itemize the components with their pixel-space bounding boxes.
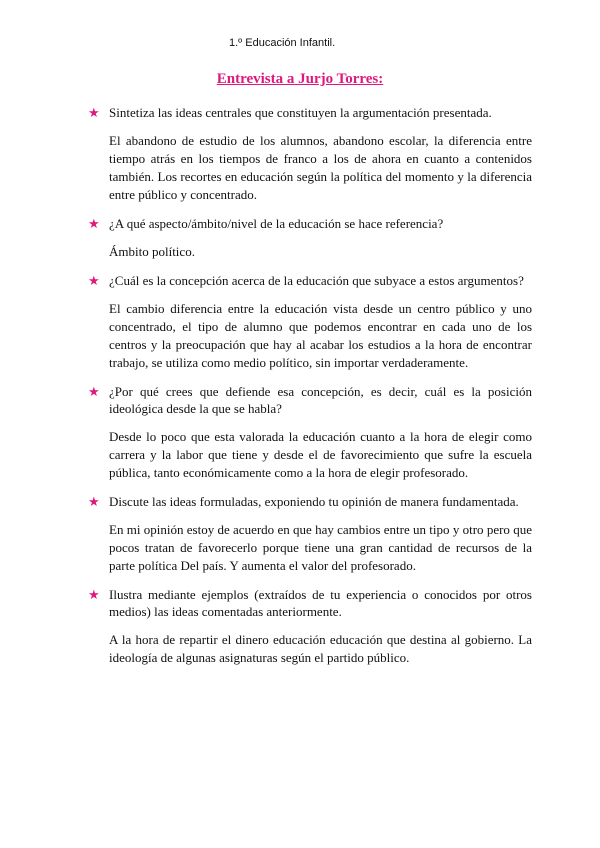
qa-item-5 — [88, 493, 532, 575]
star-icon: ★ — [88, 384, 100, 399]
content — [88, 104, 532, 678]
qa-item-6 — [88, 586, 532, 667]
question — [88, 104, 532, 121]
question — [88, 383, 532, 417]
star-icon: ★ — [88, 216, 100, 231]
question-text: Ilustra mediante ejemplos (extraídos de tu experiencia o conocidos por otros medios) las ideas comentadas anteriormente. — [109, 587, 532, 619]
star-icon: ★ — [88, 587, 100, 602]
question-text: Sintetiza las ideas centrales que constituyen la argumentación presentada. — [109, 105, 492, 120]
answer: El cambio diferencia entre la educación vista desde un centro público y uno concentrado, el tipo de alumno que podemos encontrar en cada uno de los centros y la preocupación que hay al acabar los estudios a la hora de encontrar trabajo, se utiliza como medio político, sin importar verdaderamente. — [109, 301, 532, 370]
star-icon: ★ — [88, 494, 100, 509]
question — [88, 215, 532, 232]
star-icon: ★ — [88, 273, 100, 288]
star-icon: ★ — [88, 105, 100, 120]
page-header: 1.º Educación Infantil. — [229, 37, 336, 49]
qa-item-2 — [88, 215, 532, 261]
answer: El abandono de estudio de los alumnos, abandono escolar, la diferencia entre tiempo atrás en los tiempos de franco a los de ahora en cuanto a contenidos también. Los recortes en educación según la política del momento y la diferencia entre público y concentrado. — [109, 133, 532, 202]
question-text: ¿Por qué crees que defiende esa concepción, es decir, cuál es la posición ideológica desde la que se habla? — [109, 384, 532, 416]
qa-item-4 — [88, 383, 532, 482]
answer: Desde lo poco que esta valorada la educación cuanto a la hora de elegir como carrera y la labor que tiene y desde el de favorecimiento que sufre la escuela pública, tanto económicamente como a la hora de elegir profesorado. — [109, 429, 532, 480]
question-text: ¿Cuál es la concepción acerca de la educación que subyace a estos argumentos? — [109, 273, 524, 288]
qa-item-3 — [88, 272, 532, 372]
question — [88, 493, 532, 510]
answer: A la hora de repartir el dinero educación educación que destina al gobierno. La ideología de algunas asignaturas según el partido público. — [109, 632, 532, 665]
question — [88, 272, 532, 289]
answer: Ámbito político. — [109, 244, 195, 259]
qa-item-1 — [88, 104, 532, 204]
question — [88, 586, 532, 620]
question-text: ¿A qué aspecto/ámbito/nivel de la educación se hace referencia? — [109, 216, 444, 231]
question-text: Discute las ideas formuladas, exponiendo tu opinión de manera fundamentada. — [109, 494, 519, 509]
answer: En mi opinión estoy de acuerdo en que hay cambios entre un tipo y otro pero que pocos tratan de favorecerlo porque tiene una gran cantidad de recursos de la parte política Del país. Y aumenta el valor del profesorado. — [109, 522, 532, 573]
page-title: Entrevista a Jurjo Torres: — [216, 71, 384, 87]
